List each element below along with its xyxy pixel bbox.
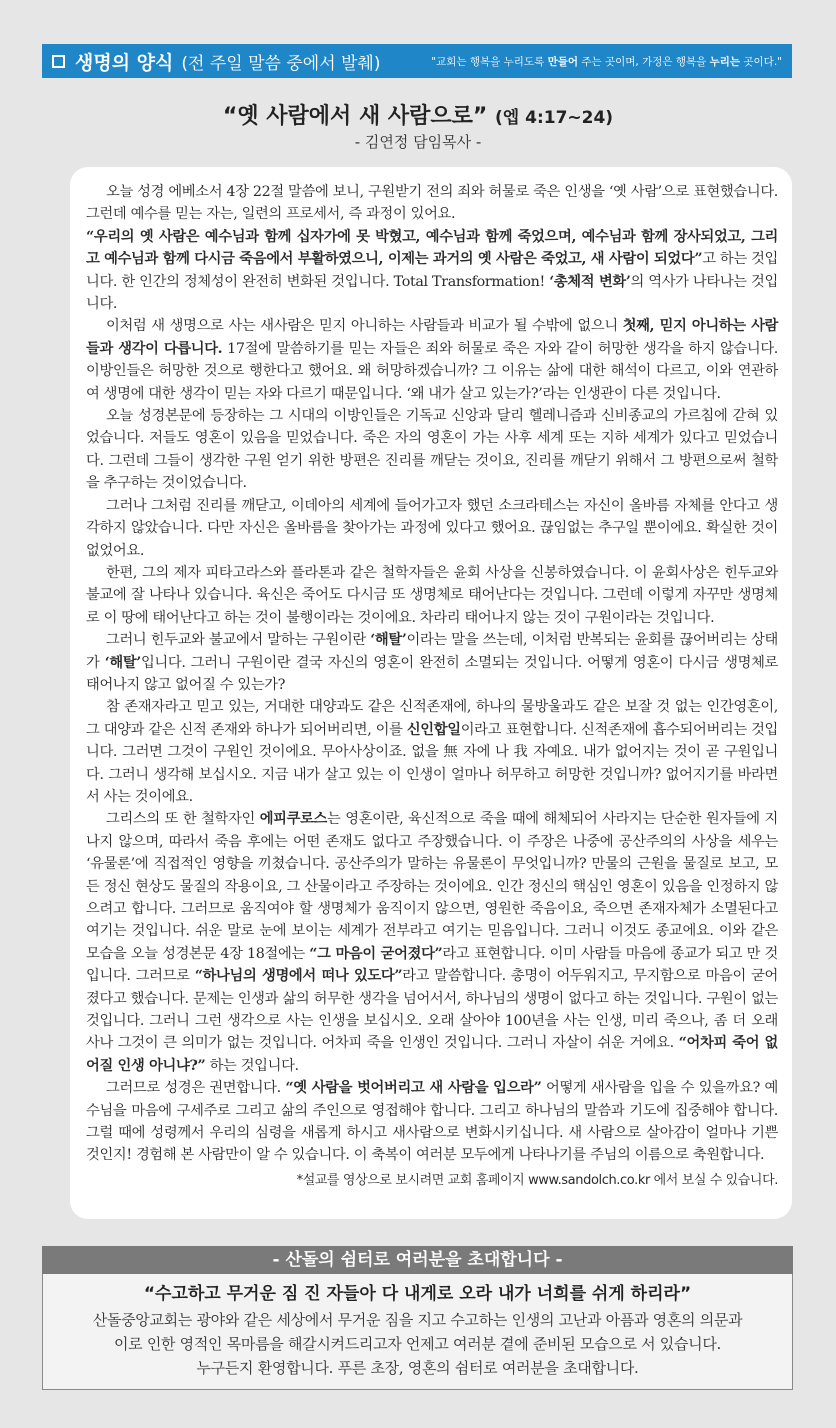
paragraph-text: 오늘 성경 에베소서 4장 22절 말씀에 보니, 구원받기 전의 죄와 허물로 죽은 인생을 ‘옛 사람’으로 표현했습니다. 그런데 예수를 믿는 자는, 일련의 프로세서, 즉 과정이 있어요. bbox=[86, 184, 778, 223]
emphasis-text: ‘해탈’ bbox=[104, 654, 141, 671]
sermon-title bbox=[0, 99, 836, 130]
sermon-paragraph bbox=[86, 808, 778, 1077]
emphasis-text: 신인합일 bbox=[406, 721, 461, 738]
sermon-paragraph bbox=[86, 629, 778, 696]
invite-line-3: 누구든지 환영합니다. 푸른 초장, 영혼의 쉼터로 여러분을 초대합니다. bbox=[196, 1359, 639, 1377]
paragraph-text: 이라고 표현합니다. 신적존재에 흡수되어버리는 것입니다. 그러면 그것이 구원인 것이에요. 무아사상이죠. 없을 無 자에 나 我 자예요. 내가 없어지는 것이 곧 구원입니다. 그러니 생각해 보십시오. 지금 내가 살고 있는 이 인생이 얼마나 허무하고 허망한 것입니까? 없어지기를 바라면서 사는 것이에요. bbox=[86, 721, 778, 805]
emphasis-text: “그 마음이 굳어졌다” bbox=[309, 945, 443, 962]
section-subtitle: (전 주일 말씀 중에서 발췌) bbox=[181, 53, 381, 74]
sermon-reference: (엡 4:17~24) bbox=[495, 108, 614, 128]
sermon-paragraph bbox=[86, 562, 778, 629]
sermon-paragraph bbox=[86, 226, 778, 316]
paragraph-text: 라고 말씀합니다. 총명이 어두워지고, 무지함으로 마음이 굳어졌다고 했습니다. 문제는 인생과 삶의 허무한 생각을 넘어서서, 하나님의 생명이 없다고 하는 것입니다. 구원이 없는 것입니다. 그러니 그런 생각으로 사는 인생을 보십시오. 오래 살아야 100년을 사는 인생, 미리 죽으나, 좀 더 오래 사나 그것이 큰 의미가 없는 것입니다. 어차피 죽을 인생인 것입니다. 그러니 자살이 쉬운 거에요. bbox=[86, 968, 778, 1052]
invite-quote: “수고하고 무거운 짐 진 자들아 다 내게로 오라 내가 너희를 쉬게 하리라” bbox=[143, 1284, 692, 1304]
video-note: *설교를 영상으로 보시려면 교회 홈페이지 www.sandolch.co.kr 에서 보실 수 있습니다. bbox=[296, 1172, 778, 1188]
paragraph-text: 한편, 그의 제자 피타고라스와 플라톤과 같은 철학자들은 윤회 사상을 신봉하였습니다. 이 윤회사상은 힌두교와 불교에 잘 나타나 있습니다. 육신은 죽어도 다시금 또 생명체로 태어난다는 것입니다. 그런데 이렇게 자꾸만 생명체로 이 땅에 태어난다고 하는 것이 불행이라는 것이에요. 차라리 태어나지 않는 것이 구원이라는 것입니다. bbox=[86, 564, 778, 626]
emphasis-text: 첫째, 믿지 아니하는 사람들과 생각이 다릅니다. bbox=[86, 318, 778, 357]
paragraph-text: 어떻게 새사람을 입을 수 있을까요? 예수님을 마음에 구세주로 그리고 삶의 주인으로 영접해야 합니다. 그리고 하나님의 말씀과 기도에 집중해야 합니다. 그럴 때에 성령께서 우리의 심령을 새롭게 하시고 새사람으로 변화시키십니다. 새 사람으로 살아감이 얼마나 기쁜 것인지! 경험해 본 사람만이 알 수 있습니다. 이 축복이 여러분 모두에게 나타나기를 주님의 이름으로 축원합니다. bbox=[86, 1080, 778, 1164]
sermon-paragraph bbox=[86, 1077, 778, 1167]
emphasis-text: ‘해탈’ bbox=[370, 632, 407, 649]
sermon-paragraph bbox=[86, 181, 778, 226]
paragraph-text: 하는 것입니다. bbox=[205, 1057, 299, 1074]
paragraph-text: 라고 표현합니다. 이미 사람들 마음에 종교가 되고 만 것입니다. 그러므로 bbox=[86, 945, 779, 985]
sermon-paragraph bbox=[86, 696, 778, 808]
church-slogan: "교회는 행복을 누리도록 만들어 주는 곳이며, 가정은 행복을 누리는 곳이다." bbox=[431, 55, 782, 68]
sermon-paragraphs bbox=[86, 181, 778, 1167]
sermon-paragraph bbox=[86, 315, 778, 405]
paragraph-text: 그리스의 또 한 철학자인 bbox=[106, 811, 260, 828]
invite-line-1: 산돌중앙교회는 광야와 같은 세상에서 무거운 짐을 지고 수고하는 인생의 고난과 아픔과 영혼의 의문과 bbox=[92, 1311, 743, 1329]
emphasis-text: 에피쿠로스 bbox=[259, 811, 328, 828]
invite-line-2: 이로 인한 영적인 목마름을 해갈시켜드리고자 언제고 여러분 곁에 준비된 모습으로 서 있습니다. bbox=[113, 1335, 722, 1353]
section-header-bar bbox=[42, 44, 792, 78]
paragraph-text: 입니다. 그러니 구원이란 결국 자신의 영혼이 완전히 소멸되는 것입니다. 어떻게 영혼이 다시금 생명체로 태어나지 않고 없어질 수 있는가? bbox=[86, 654, 779, 693]
emphasis-text: “옛 사람을 벗어버리고 새 사람을 입으라” bbox=[285, 1080, 542, 1097]
paragraph-text: 오늘 성경본문에 등장하는 그 시대의 이방인들은 기독교 신앙과 달리 헬레니즘과 신비종교의 가르침에 갇혀 있었습니다. 저들도 영혼이 있음을 믿었습니다. 죽은 자의 영혼이 가는 사후 세계 또는 지하 세계가 있다고 믿었습니다. 그런데 그들이 생각한 구원 얻기 위한 방편은 진리를 깨닫는 것이요, 진리를 깨닫기 위해서 그 방편으로써 철학을 추구하는 것이었습니다. bbox=[86, 408, 778, 492]
paragraph-text: 그러나 그처럼 진리를 깨닫고, 이데아의 세계에 들어가고자 했던 소크라테스는 자신이 올바름 자체를 안다고 생각하지 않았습니다. 다만 자신은 올바름을 찾아가는 과정에 있다고 했어요. 끊임없는 추구일 뿐이에요. 확실한 것이 없었어요. bbox=[86, 497, 778, 559]
paragraph-text: 17절에 말씀하기를 믿는 자들은 죄와 허물로 죽은 자와 같이 허망한 생각을 하지 않습니다. 이방인들은 허망한 것으로 행한다고 했어요. 왜 허망하겠습니까? 그 이유는 삶에 대한 해석이 다르고, 이와 연관하여 생명에 대한 생각이 믿는 자와 다르기 때문입니다. ‘왜 내가 살고 있는가?’라는 인생관이 다른 것입니다. bbox=[86, 340, 778, 402]
paragraph-text: 이라는 말을 쓰는데, 이처럼 반복되는 윤회를 끊어버리는 상태가 bbox=[86, 632, 778, 671]
invite-box bbox=[42, 1274, 793, 1390]
paragraph-text: 는 영혼이란, 육신적으로 죽을 때에 해체되어 사라지는 단순한 원자들에 지나지 않으며, 따라서 죽음 후에는 어떤 존재도 없다고 주장했습니다. 이 주장은 나중에 공산주의의 사상을 세우는 ‘유물론’에 직접적인 영향을 끼쳤습니다. 공산주의가 말하는 유물론이 무엇입니까? 만물의 근원을 물질로 보고, 모든 정신 현상도 물질의 작용이요, 그 산물이라고 주장하는 것이에요. 인간 정신의 핵심인 영혼이 있음을 인정하지 않으려고 합니다. 그러므로 움직여야 할 생명체가 움직이지 않으면, 영원한 죽음이요, 죽으면 존재자체가 소멸된다고 여기는 것입니다. 쉬운 말로 눈에 보이는 세계가 전부라고 여기는 믿음입니다. 그러니 이것도 종교에요. 이와 같은 모습을 오늘 성경본문 4장 18절에는 bbox=[86, 811, 778, 962]
emphasis-text: “우리의 옛 사람은 예수님과 함께 십자가에 못 박혔고, 예수님과 함께 죽었으며, 예수님과 함께 장사되었고, 그리고 예수님과 함께 다시금 죽음에서 부활하였으니, 이제는 과거의 옛 사람은 죽었고, 새 사람이 되었다” bbox=[86, 228, 778, 268]
paragraph-text: 의 역사가 나타나는 것입니다. bbox=[86, 273, 778, 313]
preacher-name: - 김연정 담임목사 - bbox=[354, 133, 482, 151]
paragraph-text: 이처럼 새 생명으로 사는 새사람은 믿지 아니하는 사람들과 비교가 될 수밖에 없으니 bbox=[106, 318, 623, 335]
sermon-body bbox=[70, 167, 792, 1219]
sermon-paragraph bbox=[86, 495, 778, 562]
paragraph-text: 그러므로 성경은 권면합니다. bbox=[106, 1080, 286, 1097]
paragraph-text: 참 존재자라고 믿고 있는, 거대한 대양과도 같은 신적존재에, 하나의 물방울과도 같은 보잘 것 없는 인간영혼이, 그 대양과 같은 신적 존재와 하나가 되어버리면, 이를 bbox=[86, 699, 778, 738]
paragraph-text: 그러니 힌두교와 불교에서 말하는 구원이란 bbox=[106, 632, 371, 649]
invite-heading: - 산돌의 쉼터로 여러분을 초대합니다 - bbox=[42, 1246, 793, 1274]
paragraph-text: 고 하는 것입니다. 한 인간의 정체성이 완전히 변화된 것입니다. Total Transformation! bbox=[86, 251, 778, 290]
section-title: 생명의 양식 bbox=[75, 51, 174, 74]
sermon-paragraph bbox=[86, 405, 778, 495]
square-bullet-icon bbox=[52, 55, 65, 68]
emphasis-text: “하나님의 생명에서 떠나 있도다” bbox=[194, 968, 403, 985]
sermon-title-text: “옛 사람에서 새 사람으로” bbox=[222, 104, 488, 129]
emphasis-text: ‘총체적 변화’ bbox=[549, 273, 631, 290]
emphasis-text: “어차피 죽어 없어질 인생 아니냐?” bbox=[86, 1035, 778, 1074]
